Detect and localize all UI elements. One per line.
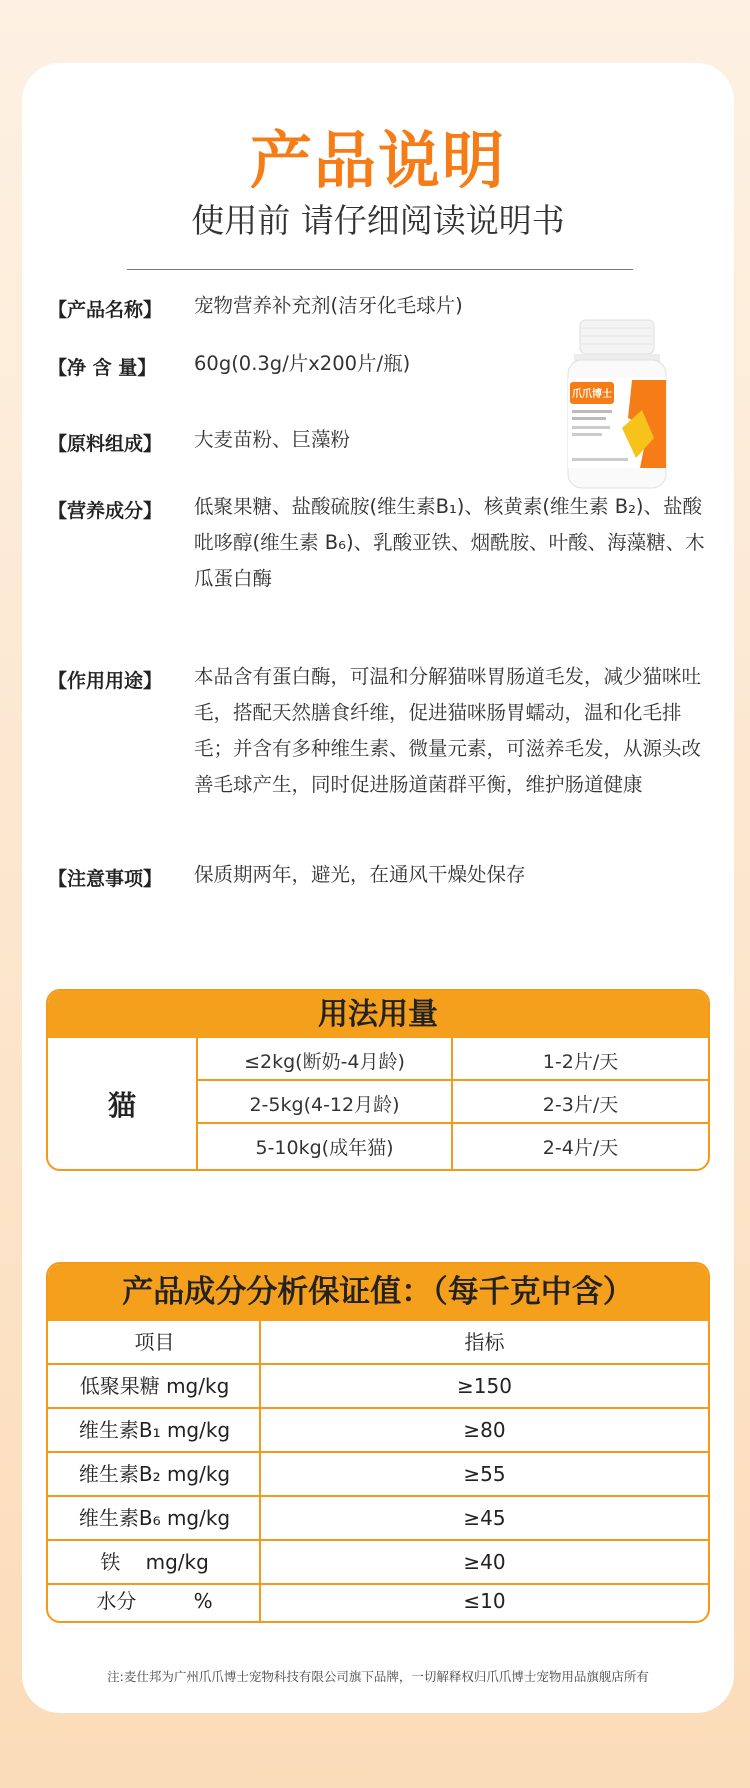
product-info-card — [22, 63, 734, 1713]
spec-label-usage: 【作用用途】 — [48, 670, 163, 692]
divider — [127, 269, 633, 270]
table-row — [48, 1580, 708, 1623]
usage-dose-cell: 2-3片/天 — [542, 1094, 619, 1116]
spec-value-usage: 本品含有蛋白酶，可温和分解猫咪胃肠道毛发，减少猫咪吐毛，搭配天然膳食纤维，促进猫咪肠胃蠕动，温和化毛排毛；并含有多种维生素、微量元素，可滋养毛发，从源头改善毛球产生，同时促进肠道菌群平衡，维护肠道健康 — [194, 665, 702, 796]
analysis-item-cell: 低聚果糖 mg/kg — [79, 1374, 230, 1398]
table-row — [48, 1365, 708, 1408]
table-row — [48, 1453, 708, 1496]
usage-divider-h — [196, 1122, 708, 1124]
usage-divider-h — [196, 1079, 708, 1081]
usage-weight-cell: 2-5kg(4-12月龄) — [249, 1094, 400, 1116]
page-subtitle: 使用前 请仔细阅读说明书 — [191, 201, 565, 240]
analysis-table-title: 产品成分分析保证值：（每千克中含） — [48, 1264, 708, 1321]
analysis-item-cell: 铁 mg/kg — [100, 1550, 209, 1574]
page-title: 产品说明 — [249, 124, 506, 197]
usage-table-title: 用法用量 — [48, 991, 708, 1038]
spec-label-notes: 【注意事项】 — [48, 868, 163, 890]
spec-value-net-content: 60g(0.3g/片x200片/瓶) — [194, 352, 411, 375]
spec-label-name: 【产品名称】 — [48, 299, 163, 321]
spec-label-net-content: 【净 含 量】 — [48, 357, 157, 379]
spec-label-nutrients: 【营养成分】 — [48, 500, 163, 522]
analysis-value-cell: ≥45 — [463, 1506, 506, 1530]
footnote: 注:麦仕邦为广州爪爪博士宠物科技有限公司旗下品牌，一切解释权归爪爪博士宠物用品旗舰店所有 — [107, 1669, 649, 1684]
table-row — [48, 1541, 708, 1584]
analysis-value-cell: ≤10 — [463, 1589, 506, 1613]
spec-value-name: 宠物营养补充剂(洁牙化毛球片) — [194, 294, 463, 317]
usage-table — [46, 989, 710, 1171]
usage-animal-cell: 猫 — [48, 1038, 198, 1169]
table-row — [48, 1409, 708, 1452]
analysis-value-cell: ≥55 — [463, 1462, 506, 1486]
spec-value-notes: 保质期两年，避光，在通风干燥处保存 — [194, 863, 526, 886]
analysis-header-row — [48, 1321, 708, 1364]
analysis-table — [46, 1262, 710, 1623]
usage-dose-cell: 1-2片/天 — [542, 1051, 619, 1073]
analysis-item-cell: 水分 % — [96, 1589, 213, 1613]
usage-weight-cell: 5-10kg(成年猫) — [255, 1137, 394, 1159]
analysis-col-value: 指标 — [464, 1330, 505, 1354]
analysis-value-cell: ≥80 — [463, 1418, 506, 1442]
usage-dose-cell: 2-4片/天 — [542, 1137, 619, 1159]
product-bottle-image — [562, 318, 672, 493]
analysis-col-item: 项目 — [134, 1330, 175, 1354]
analysis-item-cell: 维生素B₂ mg/kg — [78, 1462, 231, 1486]
table-row — [48, 1497, 708, 1540]
spec-value-nutrients: 低聚果糖、盐酸硫胺(维生素B₁)、核黄素(维生素 B₂)、盐酸吡哆醇(维生素 B₆)、乳酸亚铁、烟酰胺、叶酸、海藻糖、木瓜蛋白酶 — [194, 495, 705, 590]
spec-label-ingredients: 【原料组成】 — [48, 433, 163, 455]
analysis-item-cell: 维生素B₁ mg/kg — [78, 1418, 231, 1442]
analysis-value-cell: ≥150 — [457, 1374, 512, 1398]
bottle-brand-text: 爪爪博士 — [572, 389, 612, 400]
usage-weight-cell: ≤2kg(断奶-4月龄) — [244, 1051, 405, 1073]
analysis-value-cell: ≥40 — [463, 1550, 506, 1574]
spec-value-ingredients: 大麦苗粉、巨藻粉 — [194, 428, 351, 451]
analysis-item-cell: 维生素B₆ mg/kg — [78, 1506, 231, 1530]
